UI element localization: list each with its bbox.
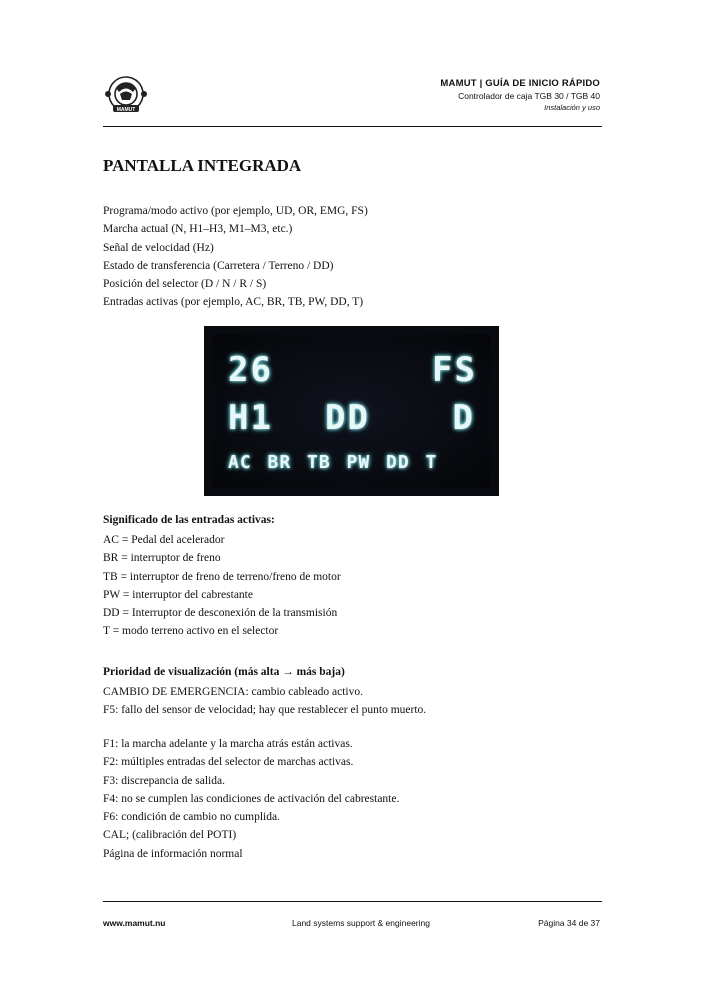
list-item: Programa/modo activo (por ejemplo, UD, OR, EMG, FS) xyxy=(103,205,368,217)
page-heading: PANTALLA INTEGRADA xyxy=(103,156,302,175)
header-title: MAMUT | GUÍA DE INICIO RÁPIDO xyxy=(440,78,600,89)
priority-list-b xyxy=(103,735,399,863)
list-item: Entradas activas (por ejemplo, AC, BR, TB, PW, DD, T) xyxy=(103,296,364,309)
header-subtitle: Controlador de caja TGB 30 / TGB 40 xyxy=(458,91,600,101)
list-item: PW = interruptor del cabrestante xyxy=(103,588,253,601)
header-section: Instalación y uso xyxy=(544,103,600,112)
priority-title: Prioridad de visualización (más alta → más baja) xyxy=(103,666,345,678)
display-mode: FS xyxy=(432,350,477,390)
list-item: TB = interruptor de freno de terreno/freno de motor xyxy=(103,570,341,583)
inputs-title: Significado de las entradas activas: xyxy=(103,514,275,526)
list-item: CAMBIO DE EMERGENCIA: cambio cableado activo. xyxy=(103,686,363,698)
header xyxy=(440,78,600,112)
priority-list-a xyxy=(103,683,426,720)
header-rule xyxy=(103,126,602,127)
list-item: F3: discrepancia de salida. xyxy=(103,774,225,787)
list-item: T = modo terreno activo en el selector xyxy=(103,625,279,638)
display-gear: H1 xyxy=(228,398,273,438)
display-inputs: AC BR TB PW DD T xyxy=(228,452,438,473)
list-item: Página de información normal xyxy=(103,847,243,860)
footer-page-number: Página 34 de 37 xyxy=(538,918,600,928)
list-item: Posición del selector (D / N / R / S) xyxy=(103,278,267,291)
footer-tagline: Land systems support & engineering xyxy=(292,918,430,928)
list-item: Estado de transferencia (Carretera / Terreno / DD) xyxy=(103,259,334,272)
mamut-logo xyxy=(100,72,152,116)
list-item: AC = Pedal del acelerador xyxy=(103,534,225,546)
display-photo xyxy=(204,326,499,496)
intro-list xyxy=(103,202,368,312)
footer-website: www.mamut.nu xyxy=(103,918,166,928)
list-item: Señal de velocidad (Hz) xyxy=(103,241,214,254)
list-item: CAL; (calibración del POTI) xyxy=(103,829,237,842)
display-selector: D xyxy=(452,398,475,438)
list-item: F4: no se cumplen las condiciones de activación del cabrestante. xyxy=(103,792,400,805)
list-item: BR = interruptor de freno xyxy=(103,552,221,565)
inputs-list xyxy=(103,531,341,641)
display-transfer: DD xyxy=(325,398,370,438)
list-item: F1: la marcha adelante y la marcha atrás están activas. xyxy=(103,738,353,750)
list-item: F5: fallo del sensor de velocidad; hay que restablecer el punto muerto. xyxy=(103,704,427,717)
list-item: DD = Interruptor de desconexión de la transmisión xyxy=(103,607,338,620)
display-speed: 26 xyxy=(228,350,273,390)
list-item: Marcha actual (N, H1–H3, M1–M3, etc.) xyxy=(103,223,293,236)
list-item: F2: múltiples entradas del selector de marchas activas. xyxy=(103,756,354,769)
footer-rule xyxy=(103,901,602,902)
display-screen xyxy=(212,334,491,488)
svg-text:MAMUT: MAMUT xyxy=(116,107,136,113)
list-item: F6: condición de cambio no cumplida. xyxy=(103,811,280,824)
